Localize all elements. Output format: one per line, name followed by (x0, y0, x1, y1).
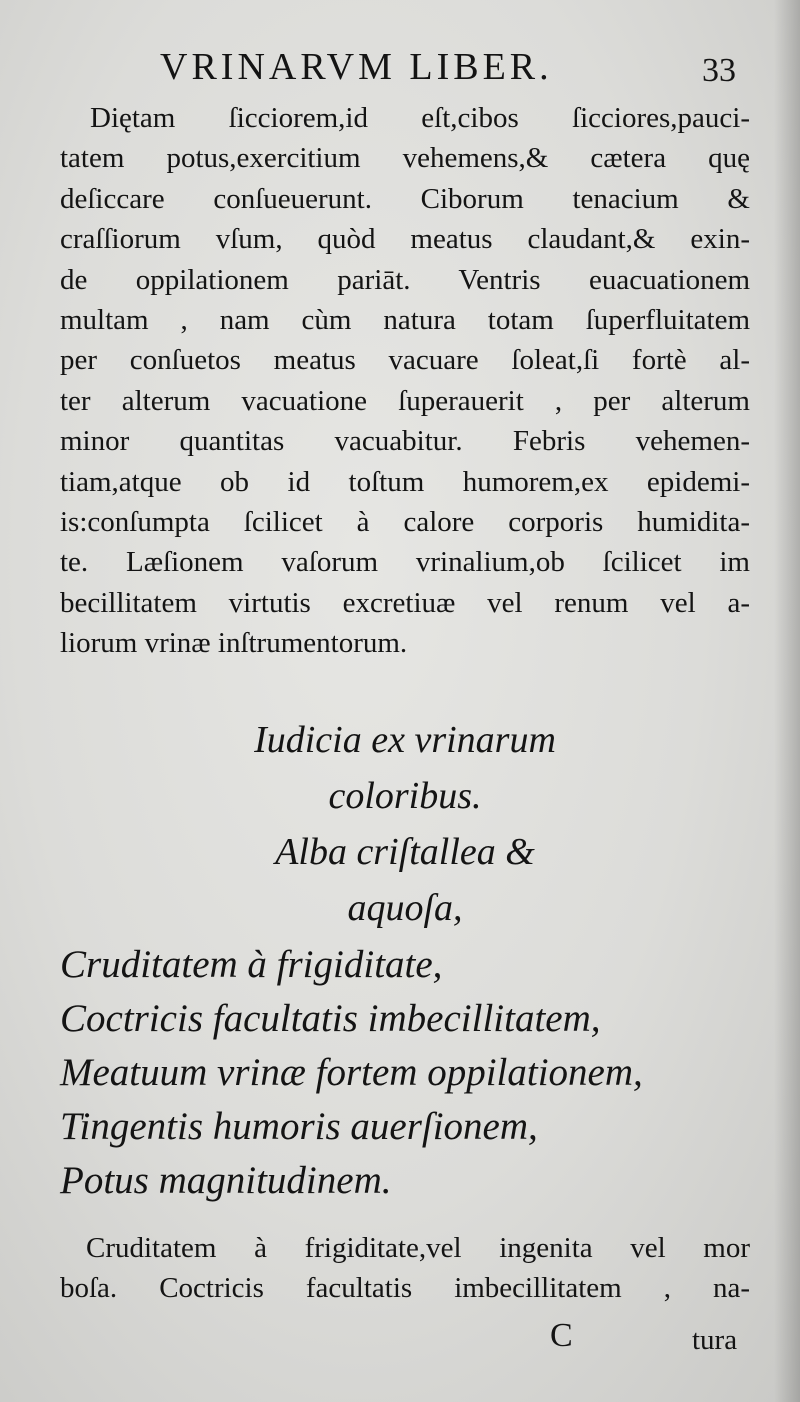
body-paragraph (60, 98, 750, 664)
list-item: Meatuum vrinæ fortem oppilationem, (60, 1051, 643, 1094)
list-item: Potus magnitudinem. (60, 1159, 392, 1202)
page-footer (0, 1312, 800, 1360)
text-line: per conſuetos meatus vacuare ſoleat,ſi fortè al- (60, 344, 750, 377)
heading-line: Alba criſtallea & (275, 831, 535, 873)
heading-line: Iudicia ex vrinarum (254, 719, 556, 761)
text-line: de oppilationem pariāt. Ventris euacuationem (60, 263, 750, 296)
text-line: liorum vrinæ inſtrumentorum. (60, 627, 408, 660)
page-edge-shadow (774, 0, 800, 1402)
indications-list (60, 938, 760, 1208)
text-line: te. Læſionem vaſorum vrinalium,ob ſcilicet im (60, 546, 750, 579)
list-item: Cruditatem à frigiditate, (60, 943, 443, 986)
list-item: Coctricis facultatis imbecillitatem, (60, 997, 601, 1040)
catchword: tura (692, 1324, 738, 1356)
text-line: becillitatem virtutis excretiuæ vel renum vel a- (60, 586, 750, 619)
text-line: deſiccare conſueuerunt. Ciborum tenacium & (60, 182, 750, 215)
text-line: Diętam ſicciorem,id eſt,cibos ſicciores,pauci- (90, 102, 750, 134)
text-line: tatem potus,exercitium vehemens,& cætera quę (60, 142, 750, 175)
text-line: Cruditatem à frigiditate,vel ingenita vel mor (86, 1232, 750, 1264)
text-line: boſa. Coctricis facultatis imbecillitatem , na- (60, 1272, 750, 1304)
text-line: craſſiorum vſum, quòd meatus claudant,& exin- (60, 223, 750, 256)
text-line: is:conſumpta ſcilicet à calore corporis humidita- (60, 506, 750, 539)
text-line: ter alterum vacuatione ſuperauerit , per alterum (60, 384, 750, 417)
section-heading (60, 712, 750, 936)
text-line: tiam,atque ob id toſtum humorem,ex epidemi- (60, 465, 750, 498)
list-item: Tingentis humoris auerſionem, (60, 1105, 538, 1148)
heading-line: aquoſa, (347, 887, 463, 929)
text-line: multam , nam cùm natura totam ſuperfluitatem (60, 304, 750, 337)
page-header (0, 42, 800, 92)
heading-line: coloribus. (328, 775, 482, 817)
closing-paragraph (60, 1228, 750, 1308)
running-title: VRINARVM LIBER. (160, 46, 553, 88)
signature-mark: C (550, 1317, 573, 1354)
text-line: minor quantitas vacuabitur. Febris vehemen- (60, 425, 750, 458)
page-number: 33 (702, 52, 736, 89)
